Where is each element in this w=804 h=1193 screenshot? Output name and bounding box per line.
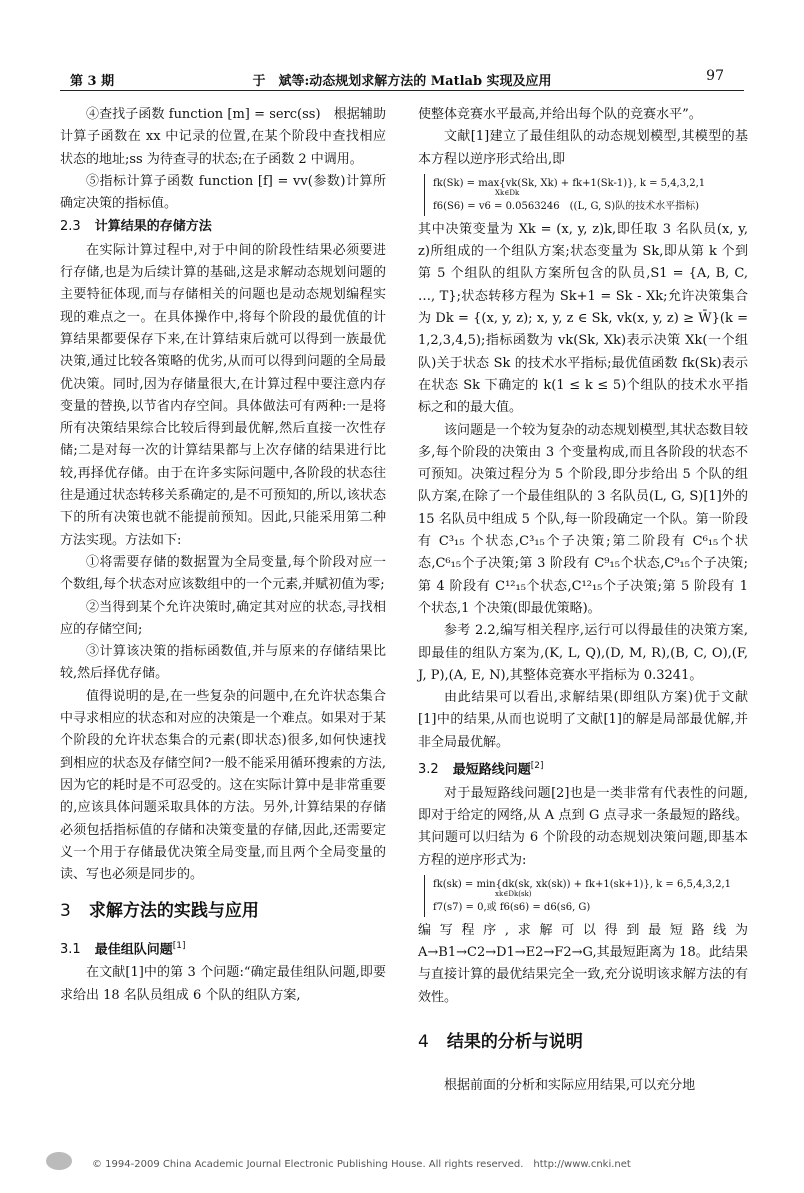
section-number: 4	[418, 1032, 429, 1053]
section-title: 最佳组队问题	[94, 942, 173, 958]
paragraph: ②当得到某个允许决策时,确定其对应的状态,寻找相应的存储空间;	[60, 599, 386, 637]
running-header	[60, 68, 744, 91]
equation-line: fk(Sk) = max{vk(Sk, Xk) + fk+1(Sk-1)}, k = 5,4,3,2,1	[433, 177, 706, 189]
citation-ref: [1]	[172, 940, 186, 951]
paragraph: 在文献[1]中的第 3 个问题:“确定最佳组队问题,即要求给出 18 名队员组成 6 个队的组队方案,	[60, 965, 386, 1003]
equation-shortest-path	[424, 875, 748, 917]
section-heading-3	[60, 900, 386, 922]
paragraph: 由此结果可以看出,求解结果(即组队方案)优于文献[1]中的结果,从而也说明了文献[1]的解是局部最优解,并非全局最优解。	[418, 690, 748, 750]
section-number: 3	[60, 901, 71, 922]
copyright-footer	[46, 1152, 766, 1174]
copyright-text: © 1994-2009 China Academic Journal Electronic Publishing House. All rights reserved. http://www.cnki.net	[92, 1159, 631, 1170]
paragraph: ①将需要存储的数据置为全局变量,每个阶段对应一个数组,每个状态对应该数组中的一个元素,并赋初值为零;	[60, 554, 386, 593]
equation-subscript: Xk∈Dk	[495, 188, 520, 197]
section-heading-4	[418, 1031, 748, 1053]
equation-line: fk(sk) = min{dk(sk, xk(sk)) + fk+1(sk+1)}, k = 6,5,4,3,2,1	[433, 878, 732, 890]
paragraph: ④查找子函数 function [m] = serc(ss) 根据辅助计算子函数在 xx 中记录的位置,在某个阶段中查找相应状态的地址;ss 为待查寻的状态;在子函数 2 中调用。	[60, 107, 386, 167]
equation-team-model	[424, 174, 748, 216]
paragraph: 对于最短路线问题[2]也是一类非常有代表性的问题,即对于给定的网络,从 A 点到 G 点寻求一条最短的路线。其问题可以归结为 6 个阶段的动态规划决策问题,即基本方程的逆序形式为:	[418, 785, 748, 868]
paragraph: 使整体竞赛水平最高,并给出每个队的竞赛水平”。	[418, 107, 702, 122]
paragraph: 值得说明的是,在一些复杂的问题中,在允许状态集合中寻求相应的状态和对应的决策是一个难点。如果对于某个阶段的允许状态集合的元素(即状态)很多,如何快速找到相应的状态及存储空间?一般不能采用循环搜索的方法,因为它的耗时是不可忍受的。这在实际计算中是非常重要的,应该具体问题采取具体的方法。另外,计算结果的存储必须包括指标值的存储和决策变量的存储,因此,还需要定义一个用于存储最优决策全局变量,而且两个全局变量的读、写也必须是同步的。	[60, 688, 386, 883]
equation-line: f7(s7) = 0,或 f6(s6) = d6(s6, G)	[433, 901, 591, 913]
section-title: 最短路线问题	[452, 762, 531, 778]
section-heading-3-1	[60, 935, 386, 962]
paragraph: 其中决策变量为 Xk = (x, y, z)k,即任取 3 名队员(x, y, z)所组成的一个组队方案;状态变量为 Sk,即从第 k 个到第 5 个组队的组队方案所包含的队员,S1 = {A, B, C, …, T};状态转移方程为 Sk+1 = Sk - Xk;允许决策集合为 Dk = {(x, y, z); x, y, z ∈ Sk, vk(x, y, z) ≥ W̄}(k = 1,2,3,4,5);指标函数为 vk(Sk, Xk)表示决策 Xk(一个组队)关于状态 Sk 的技术水平指标;最优值函数 fk(Sk)表示在状态 Sk 下确定的 k(1 ≤ k ≤ 5)个组队的技术水平指标之和的最大值。	[418, 221, 748, 416]
section-number: 3.1	[60, 942, 81, 958]
paragraph: 编写程序,求解可以得到最短路线为 A→B1→C2→D1→E2→F2→G,其最短距离为 18。此结果与直接计算的最优结果完全一致,充分说明该求解方法的有效性。	[418, 922, 748, 1005]
section-heading-3-2	[418, 755, 748, 782]
section-number: 2.3	[60, 219, 81, 235]
section-number: 3.2	[418, 762, 439, 778]
section-title: 结果的分析与说明	[446, 1032, 583, 1053]
issue-number: 第 3 期	[70, 74, 115, 89]
section-title: 求解方法的实践与应用	[88, 901, 259, 922]
equation-subscript: xk∈Dk(sk)	[495, 889, 532, 898]
running-title: 于 斌等:动态规划求解方法的 Matlab 实现及应用	[252, 74, 552, 89]
paragraph: 根据前面的分析和实际应用结果,可以充分地	[444, 1078, 696, 1094]
cnki-logo-icon	[46, 1152, 72, 1170]
equation-line: f6(S6) = v6 = 0.0563246 ((L, G, S)队的技术水平指标)	[433, 200, 700, 212]
left-column	[60, 104, 386, 1007]
page-number: 97	[706, 68, 724, 84]
paragraph: 文献[1]建立了最佳组队的动态规划模型,其模型的基本方程以逆序形式给出,即	[418, 129, 748, 167]
paragraph: ③计算该决策的指标函数值,并与原来的存储结果比较,然后择优存储。	[60, 644, 386, 682]
section-title: 计算结果的存储方法	[94, 219, 212, 235]
paragraph: ⑤指标计算子函数 function [f] = vv(参数)计算所确定决策的指标值。	[60, 173, 386, 212]
citation-ref: [2]	[530, 761, 544, 772]
section-heading-2-3	[60, 216, 386, 238]
right-column	[418, 104, 748, 1098]
paragraph: 该问题是一个较为复杂的动态规划模型,其状态数目较多,每个阶段的决策由 3 个变量构成,而且各阶段的状态不可预知。决策过程分为 5 个阶段,即分步给出 5 个队的组队方案,在除了一个最佳组队的 3 名队员(L, G, S)[1]外的 15 名队员中组成 5 个队,每一阶段确定一个队。第一阶段有 C³₁₅ 个状态,C³₁₅个子决策;第二阶段有 C⁶₁₅个状态,C⁶₁₅个子决策;第 3 阶段有 C⁹₁₅个状态,C⁹₁₅个子决策;第 4 阶段有 C¹²₁₅个状态,C¹²₁₅个子决策;第 5 阶段有 1 个状态,1 个决策(即最优策略)。	[418, 422, 748, 616]
paragraph: 参考 2.2,编写相关程序,运行可以得最佳的决策方案,即最佳的组队方案为,(K, L, Q),(D, M, R),(B, C, O),(F, J, P),(A, E, N),其整体竞赛水平指标为 0.3241。	[418, 623, 748, 683]
paragraph: 在实际计算过程中,对于中间的阶段性结果必须要进行存储,也是为后续计算的基础,这是求解动态规划问题的主要特征体现,而与存储相关的问题也是动态规划编程实现的难点之一。在具体操作中,将每个阶段的最优值的计算结果都要保存下来,在计算结束后就可以得到一族最优决策,通过比较各策略的优劣,从而可以得到问题的全局最优决策。同时,因为存储量很大,在计算过程中要注意内存变量的替换,以节省内存空间。具体做法可有两种:一是将所有决策结果综合比较后得到最优解,然后直接一次性存储;二是对每一次的计算结果都与上次存储的结果进行比较,再择优存储。由于在许多实际问题中,各阶段的状态往往是通过状态转移关系确定的,是不可预知的,所以,该状态下的所有决策也就不能提前预知。因此,只能采用第二种方法实现。方法如下:	[60, 242, 386, 548]
